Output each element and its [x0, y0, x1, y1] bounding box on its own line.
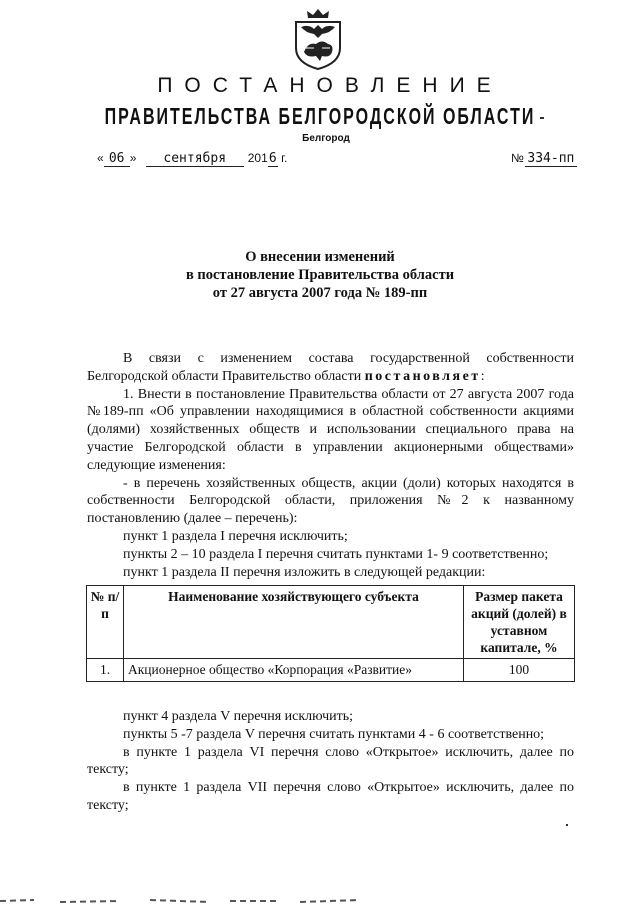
title-line-3: от 27 августа 2007 года № 189-пп: [212, 285, 428, 301]
intro-text: В связи с изменением состава государственной собственности Белгородской области Правительство области: [87, 351, 574, 384]
document-number: [511, 151, 577, 167]
header-share-size: Размер пакета акций (долей) в уставном капитале, %: [464, 586, 575, 659]
date-close-quote: »: [129, 151, 137, 165]
cell-share-size: 100: [464, 659, 575, 682]
header-number: № п/п: [87, 586, 124, 659]
intro-paragraph: [87, 350, 574, 386]
number-value: 334-пп: [525, 152, 577, 167]
issuing-authority: ПРАВИТЕЛЬСТВА БЕЛГОРОДСКОЙ ОБЛАСТИ: [104, 105, 536, 130]
title-line-1: О внесении изменений: [245, 249, 395, 265]
cell-entity-name: Акционерное общество «Корпорация «Развитие»: [124, 659, 464, 682]
body-section-continued: [87, 708, 574, 815]
city-name: Белгород: [302, 133, 350, 144]
amendment-line: пункт 1 раздела II перечня изложить в следующей редакции:: [123, 564, 486, 580]
date-year-prefix: 201: [247, 151, 268, 165]
item-1a-paragraph: - в перечень хозяйственных обществ, акции (доли) которых находятся в собственности Белгородской области, приложения №2 к названному постановлению (далее – перечень):: [87, 475, 574, 527]
document-type-heading: ПОСТАНОВЛЕНИЕ: [157, 74, 503, 97]
date-field: [97, 151, 287, 167]
date-open-quote: «: [97, 151, 104, 165]
decree-colon: :: [480, 368, 485, 384]
table-row: [87, 659, 575, 682]
amendment-line: в пункте 1 раздела VII перечня слово «Открытое» исключить, далее по тексту;: [87, 780, 574, 813]
scan-speck: [566, 824, 568, 826]
decree-word: постановляет: [364, 368, 481, 384]
date-year-digit: 6: [268, 151, 277, 166]
date-year-unit: г.: [281, 151, 288, 165]
header-entity-name: Наименование хозяйствующего субъекта: [124, 586, 464, 659]
amendment-line: в пункте 1 раздела VI перечня слово «Открытое» исключить, далее по тексту;: [87, 744, 574, 778]
scan-speck: [540, 117, 544, 119]
number-label: №: [511, 151, 524, 165]
amendment-line: пункты 5 -7 раздела V перечня считать пунктами 4 - 6 соответственно;: [123, 726, 545, 742]
amendment-line: пункты 2 – 10 раздела I перечня считать пунктами 1- 9 соответственно;: [123, 546, 549, 562]
shares-table: [86, 585, 575, 682]
amendment-line: пункт 1 раздела I перечня исключить;: [123, 528, 348, 544]
cell-number: 1.: [87, 659, 124, 682]
scan-edge-artifact: [0, 896, 640, 905]
amendment-line: пункт 4 раздела V перечня исключить;: [123, 709, 353, 724]
date-month: сентября: [146, 152, 244, 167]
table-header-row: [87, 586, 575, 659]
document-title: [0, 248, 640, 302]
title-line-2: в постановление Правительства области: [185, 267, 455, 283]
item-1-paragraph: 1. Внести в постановление Правительства области от 27 августа 2007 года №189-пп «Об управлении находящимися в областной собственности акциями (долями) хозяйственных обществ и использовании специального права на участие Белгородской области в управлении акционерными обществами» следующие изменения:: [87, 386, 574, 473]
body-section: [87, 350, 574, 581]
date-day: 06: [104, 152, 130, 167]
coat-of-arms-icon: [292, 8, 344, 70]
